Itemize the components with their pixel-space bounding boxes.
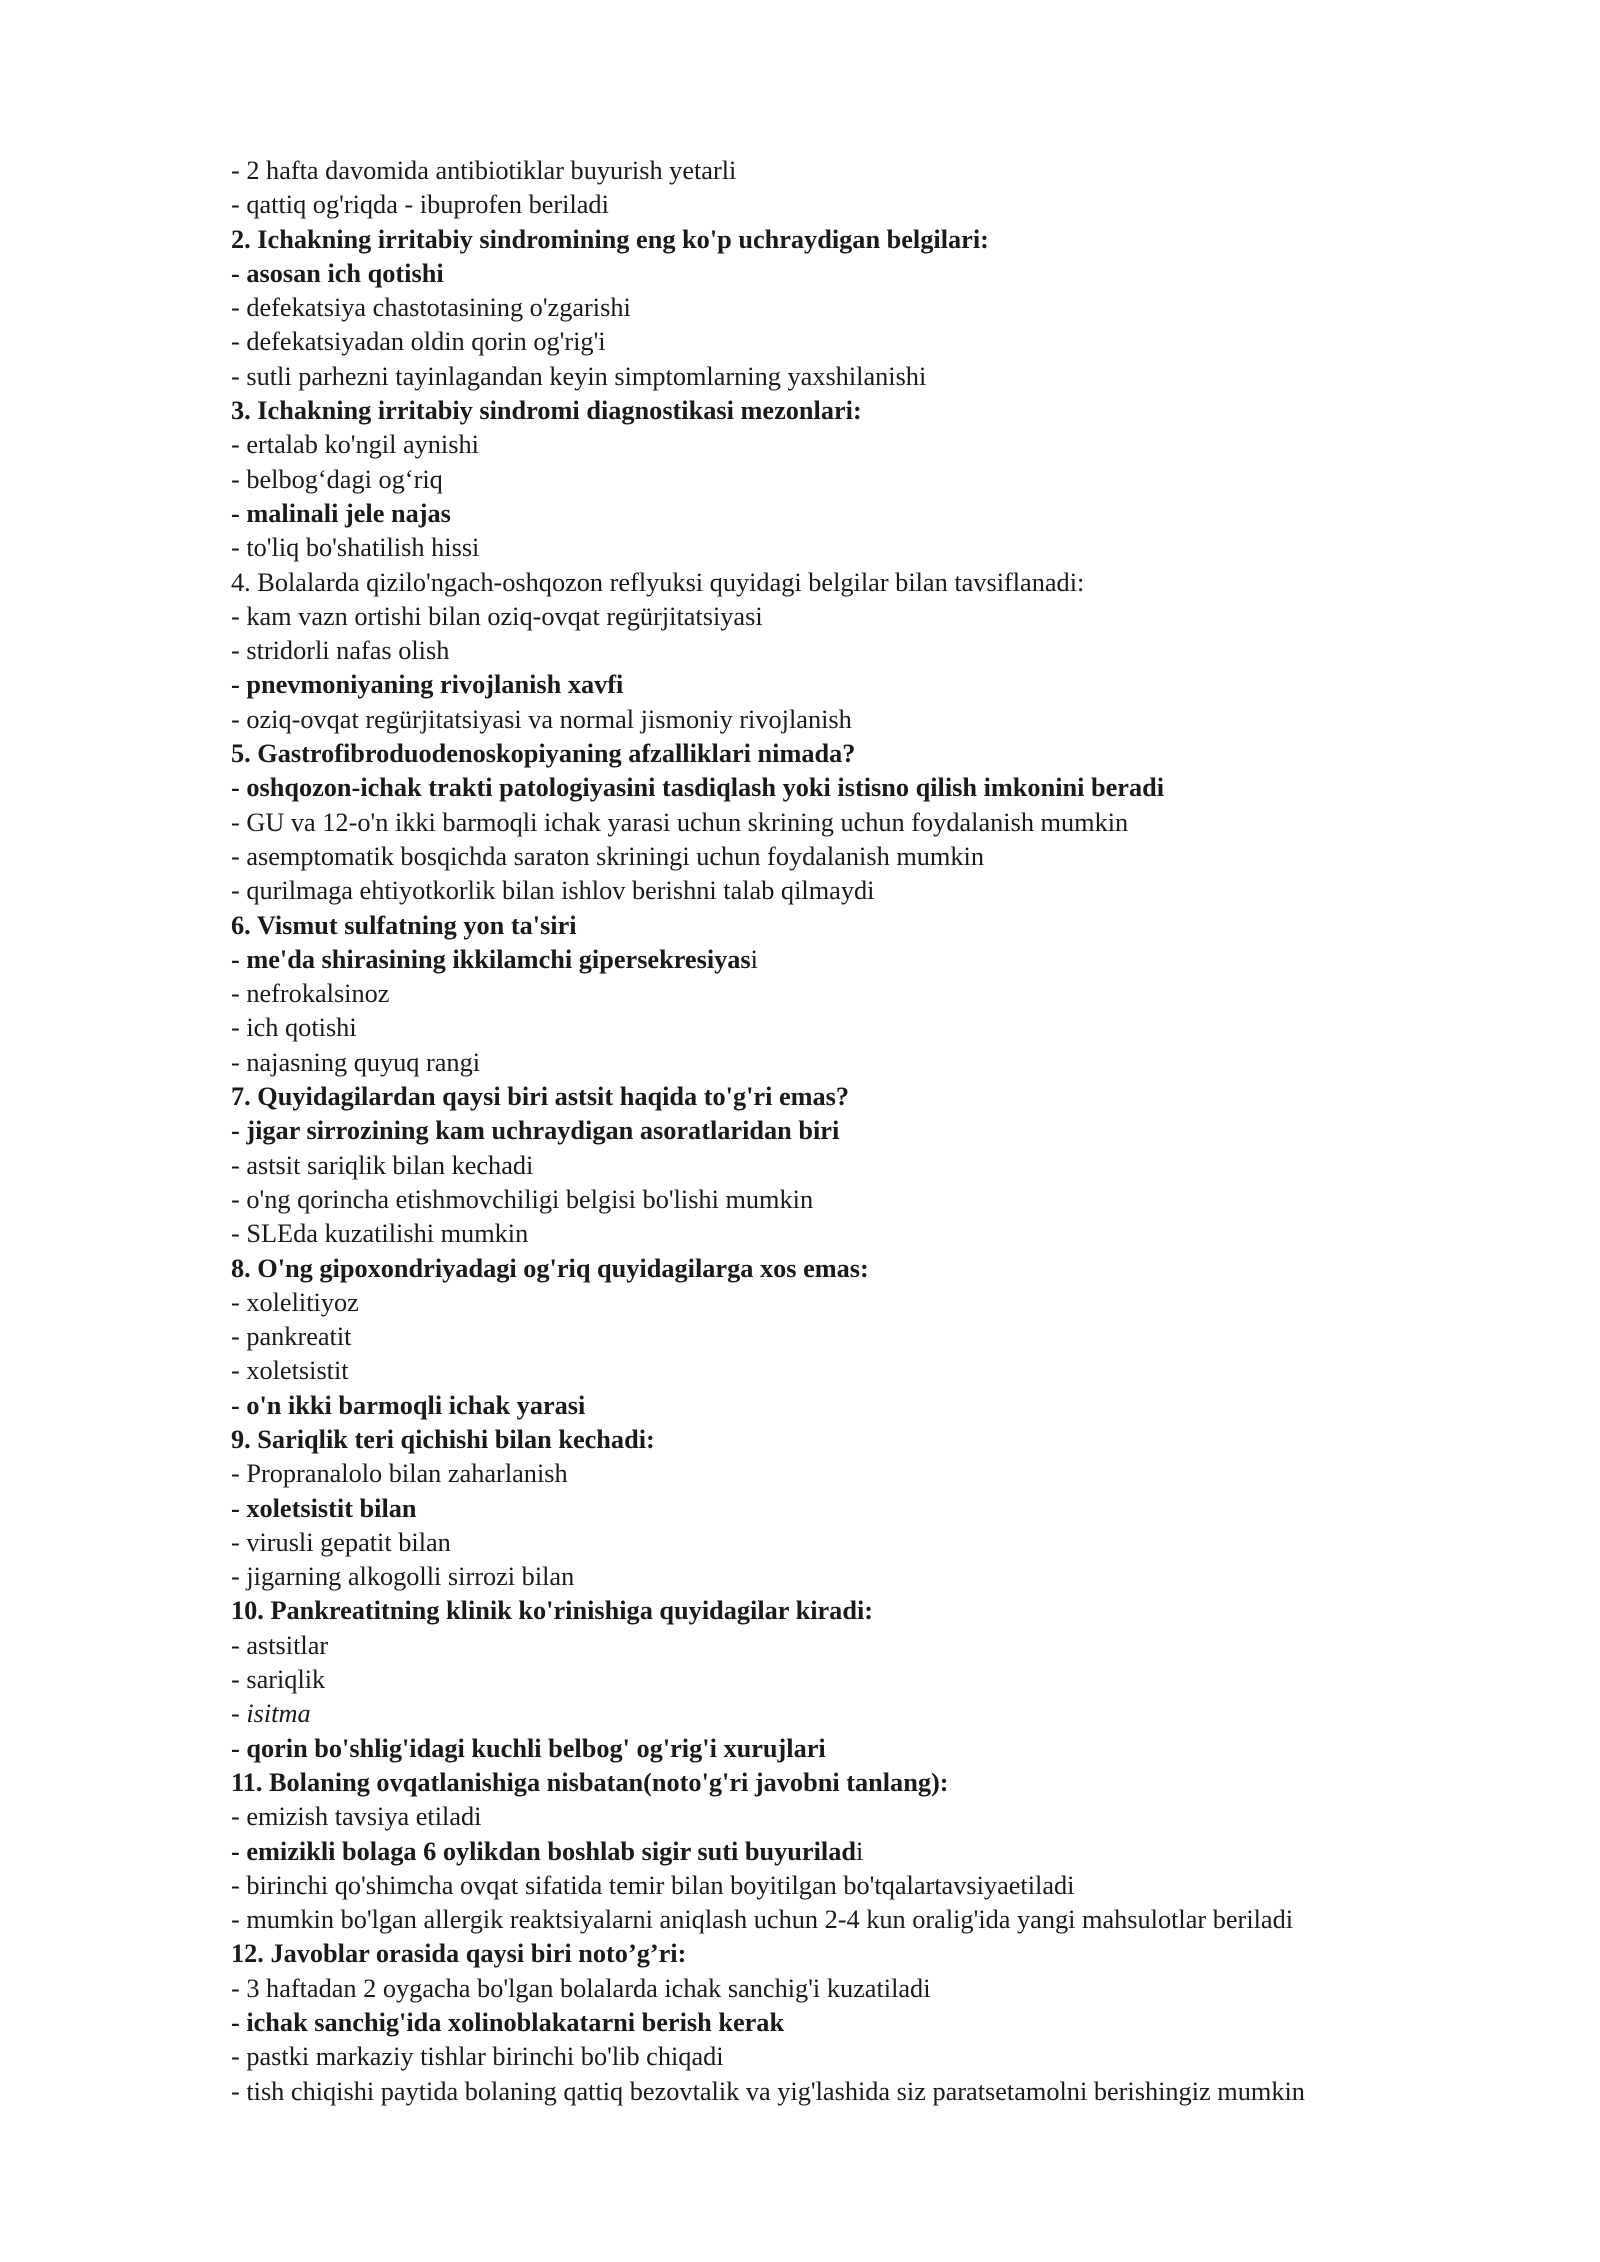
line-text: - xolelitiyoz [231,1287,359,1317]
document-line [231,1835,1561,1869]
line-text: - xoletsistit [231,1356,349,1386]
document-line [231,360,1561,394]
document-text [231,154,1561,2109]
line-text: 5. Gastrofibroduodenoskopiyaning afzalliklari nimada? [231,739,856,769]
document-line [231,1972,1561,2006]
line-text: - emizikli bolaga 6 oylikdan boshlab sigir suti buyurilad [231,1836,856,1866]
line-text: - tish chiqishi paytida bolaning qattiq bezovtalik va yig'lashida siz paratsetamolni berishingiz mumkin [231,2076,1305,2106]
line-text: - sariqlik [231,1665,326,1695]
document-line [231,1389,1561,1423]
line-text: - kam vazn ortishi bilan oziq-ovqat regürjitatsiyasi [231,601,763,631]
document-line [231,1663,1561,1697]
document-line [231,1732,1561,1766]
document-line [231,531,1561,565]
document-line [231,1423,1561,1457]
document-line [231,1286,1561,1320]
document-line [231,840,1561,874]
line-text: - Propranalolo bilan zaharlanish [231,1459,568,1489]
document-line [231,909,1561,943]
line-text: - ichak sanchig'ida xolinoblakatarni berish kerak [231,2008,785,2038]
line-text: - 3 haftadan 2 oygacha bo'lgan bolalarda ichak sanchig'i kuzatiladi [231,1973,931,2003]
line-text: - nefrokalsinoz [231,979,390,1009]
document-line [231,2075,1561,2109]
line-text: - 2 hafta davomida antibiotiklar buyurish yetarli [231,156,737,185]
document-line [231,1149,1561,1183]
document-line [231,1492,1561,1526]
line-text: 10. Pankreatitning klinik ko'rinishiga quyidagilar kiradi: [231,1596,874,1626]
line-text: - defekatsiyadan oldin qorin og'rig'i [231,327,606,357]
line-text: - astsit sariqlik bilan kechadi [231,1150,534,1180]
document-line [231,1903,1561,1937]
line-text: - GU va 12-o'n ikki barmoqli ichak yarasi uchun skrining uchun foydalanish mumkin [231,807,1129,837]
document-line [231,394,1561,428]
line-text: 2. Ichakning irritabiy sindromining eng ko'p uchraydigan belgilari: [231,224,989,254]
document-line [231,1457,1561,1491]
line-text: - pastki markaziy tishlar birinchi bo'lib chiqadi [231,2042,724,2072]
document-line [231,1354,1561,1388]
document-line [231,1560,1561,1594]
document-line [231,977,1561,1011]
line-text: - sutli parhezni tayinlagandan keyin simptomlarning yaxshilanishi [231,361,927,391]
document-line [231,1629,1561,1663]
document-line [231,428,1561,462]
document-line [231,154,1561,188]
line-text-tail: i [855,1836,864,1866]
line-text: 12. Javoblar orasida qaysi biri noto’g’ri: [231,1939,687,1969]
document-line [231,2006,1561,2040]
document-line [231,1114,1561,1148]
line-text: 8. O'ng gipoxondriyadagi og'riq quyidagilarga xos emas: [231,1253,869,1283]
document-line [231,223,1561,257]
document-line [231,188,1561,222]
document-line [231,1594,1561,1628]
line-text: - birinchi qo'shimcha ovqat sifatida temir bilan boyitilgan bo'tqalartavsiyaetiladi [231,1870,1075,1900]
line-text: - virusli gepatit bilan [231,1527,451,1557]
line-text: - defekatsiya chastotasining o'zgarishi [231,293,631,323]
line-text: - qorin bo'shlig'idagi kuchli belbog' og'rig'i xurujlari [231,1733,826,1763]
line-text: 7. Quyidagilardan qaysi biri astsit haqida to'g'ri emas? [231,1082,850,1112]
line-text: - me'da shirasining ikkilamchi gipersekresiyas [231,944,751,974]
document-line [231,737,1561,771]
document-line [231,1800,1561,1834]
document-line [231,1937,1561,1971]
line-text: 3. Ichakning irritabiy sindromi diagnostikasi mezonlari: [231,396,862,426]
line-text: - ertalab ko'ngil aynishi [231,430,479,460]
line-text-tail: i [750,944,758,974]
document-line [231,874,1561,908]
line-text: - xoletsistit bilan [231,1493,417,1523]
line-text: - emizish tavsiya etiladi [231,1802,482,1832]
document-line [231,1869,1561,1903]
line-text: - belbog‘dagi og‘riq [231,464,443,494]
line-text: 6. Vismut sulfatning yon ta'siri [231,910,577,940]
line-text: - o'ng qorincha etishmovchiligi belgisi bo'lishi mumkin [231,1184,814,1214]
line-text: - pankreatit [231,1322,352,1352]
document-line [231,257,1561,291]
document-line [231,1183,1561,1217]
line-text: 9. Sariqlik teri qichishi bilan kechadi: [231,1424,655,1454]
document-line [231,600,1561,634]
document-line [231,1080,1561,1114]
document-line [231,943,1561,977]
line-text: - asosan ich qotishi [231,258,444,288]
line-text: - qattiq og'riqda - ibuprofen beriladi [231,190,609,220]
line-text: - isitma [231,1699,311,1729]
document-line [231,634,1561,668]
document-line [231,1526,1561,1560]
document-line [231,1252,1561,1286]
line-text: - pnevmoniyaning rivojlanish xavfi [231,670,624,700]
line-text: - astsitlar [231,1630,329,1660]
line-text: - ich qotishi [231,1013,357,1043]
line-text: - o'n ikki barmoqli ichak yarasi [231,1390,586,1420]
line-text: - mumkin bo'lgan allergik reaktsiyalarni aniqlash uchun 2-4 kun oralig'ida yangi mahsulotlar beriladi [231,1905,1294,1935]
document-line [231,1046,1561,1080]
document-line [231,1217,1561,1251]
line-text: - asemptomatik bosqichda saraton skriningi uchun foydalanish mumkin [231,841,984,871]
line-text: - stridorli nafas olish [231,636,450,666]
line-text: - jigarning alkogolli sirrozi bilan [231,1562,575,1592]
document-line [231,291,1561,325]
line-text: - malinali jele najas [231,498,451,528]
document-line [231,703,1561,737]
line-text: 4. Bolalarda qizilo'ngach-oshqozon reflyuksi quyidagi belgilar bilan tavsiflanadi: [231,567,1085,597]
document-line [231,668,1561,702]
document-line [231,2040,1561,2074]
document-line [231,771,1561,805]
document-line [231,1320,1561,1354]
line-text: - qurilmaga ehtiyotkorlik bilan ishlov berishni talab qilmaydi [231,876,875,906]
document-line [231,806,1561,840]
line-text: - oziq-ovqat regürjitatsiyasi va normal jismoniy rivojlanish [231,704,852,734]
document-line [231,1766,1561,1800]
line-text: - to'liq bo'shatilish hissi [231,533,480,563]
document-line [231,497,1561,531]
line-text: 11. Bolaning ovqatlanishiga nisbatan(noto'g'ri javobni tanlang): [231,1767,949,1797]
document-line [231,566,1561,600]
document-line [231,1011,1561,1045]
line-text: - oshqozon-ichak trakti patologiyasini tasdiqlash yoki istisno qilish imkonini beradi [231,773,1165,803]
line-text: - jigar sirrozining kam uchraydigan asoratlaridan biri [231,1116,840,1146]
document-line [231,325,1561,359]
document-line [231,1697,1561,1731]
document-line [231,463,1561,497]
line-text: - najasning quyuq rangi [231,1047,481,1077]
line-text: - SLEda kuzatilishi mumkin [231,1219,529,1249]
